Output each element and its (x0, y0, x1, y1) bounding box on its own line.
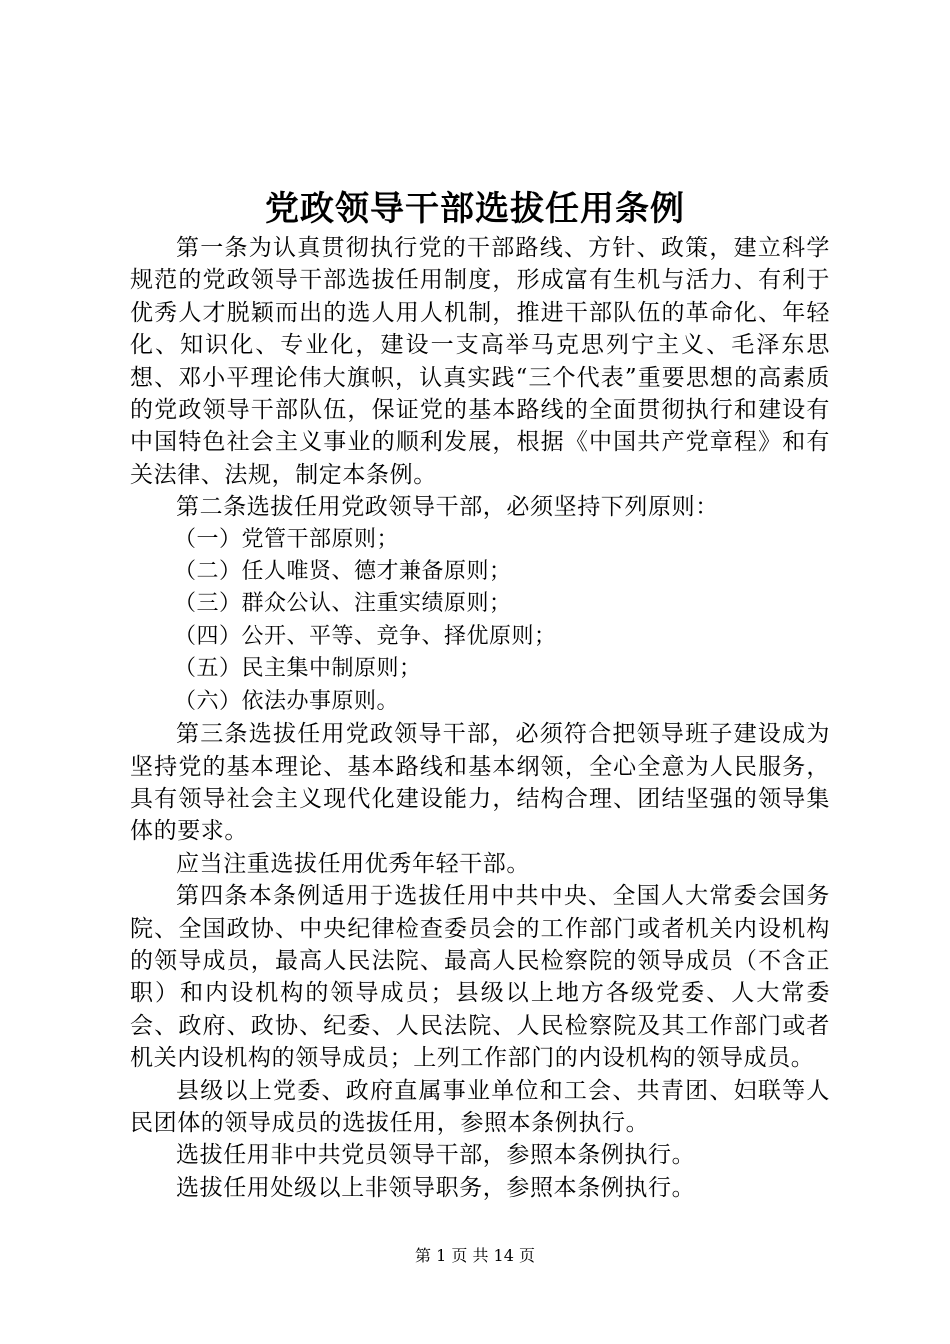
article-4-paragraph: 第四条本条例适用于选拔任用中共中央、全国人大常委会国务院、全国政协、中央纪律检查委员会的工作部门或者机关内设机构的领导成员，最高人民法院、最高人民检察院的领导成员（不含正职）和内设机构的领导成员；县级以上地方各级党委、人大常委会、政府、政协、纪委、人民法院、人民检察院及其工作部门或者机关内设机构的领导成员；上列工作部门的内设机构的领导成员。 (130, 883, 830, 1072)
article-2-paragraph: 第二条选拔任用党政领导干部，必须坚持下列原则： (176, 494, 719, 521)
document-body (130, 232, 830, 1204)
principle-item-1: （一）党管干部原则； (174, 526, 400, 552)
principle-item-5: （五）民主集中制原则； (174, 656, 422, 682)
article-4-note-1-paragraph: 县级以上党委、政府直属事业单位和工会、共青团、妇联等人民团体的领导成员的选拔任用，参照本条例执行。 (130, 1077, 830, 1136)
principle-item-2: （二）任人唯贤、德才兼备原则； (174, 559, 512, 585)
principle-item-4: （四）公开、平等、竞争、择优原则； (174, 623, 557, 649)
article-3-note-paragraph: 应当注重选拔任用优秀年轻干部。 (176, 850, 530, 877)
article-1-paragraph: 第一条为认真贯彻执行党的干部路线、方针、政策，建立科学规范的党政领导干部选拔任用制度，形成富有生机与活力、有利于优秀人才脱颖而出的选人用人机制，推进干部队伍的革命化、年轻化、知识化、专业化，建设一支高举马克思列宁主义、毛泽东思想、邓小平理论伟大旗帜，认真实践“三个代表”重要思想的高素质的党政领导干部队伍，保证党的基本路线的全面贯彻执行和建设有中国特色社会主义事业的顺利发展，根据《中国共产党章程》和有关法律、法规，制定本条例。 (130, 235, 830, 488)
article-4-note-2-paragraph: 选拔任用非中共党员领导干部，参照本条例执行。 (176, 1142, 696, 1169)
article-3-paragraph: 第三条选拔任用党政领导干部，必须符合把领导班子建设成为坚持党的基本理论、基本路线和基本纲领，全心全意为人民服务，具有领导社会主义现代化建设能力，结构合理、团结坚强的领导集体的要求。 (130, 721, 830, 845)
principle-item-6: （六）依法办事原则。 (174, 688, 400, 714)
document-title: 党政领导干部选拔任用条例 (265, 189, 685, 229)
principle-item-3: （三）群众公认、注重实绩原则； (174, 591, 512, 617)
article-4-note-3-paragraph: 选拔任用处级以上非领导职务，参照本条例执行。 (176, 1174, 696, 1201)
page-footer: 第 1 页 共 14 页 (415, 1246, 535, 1265)
